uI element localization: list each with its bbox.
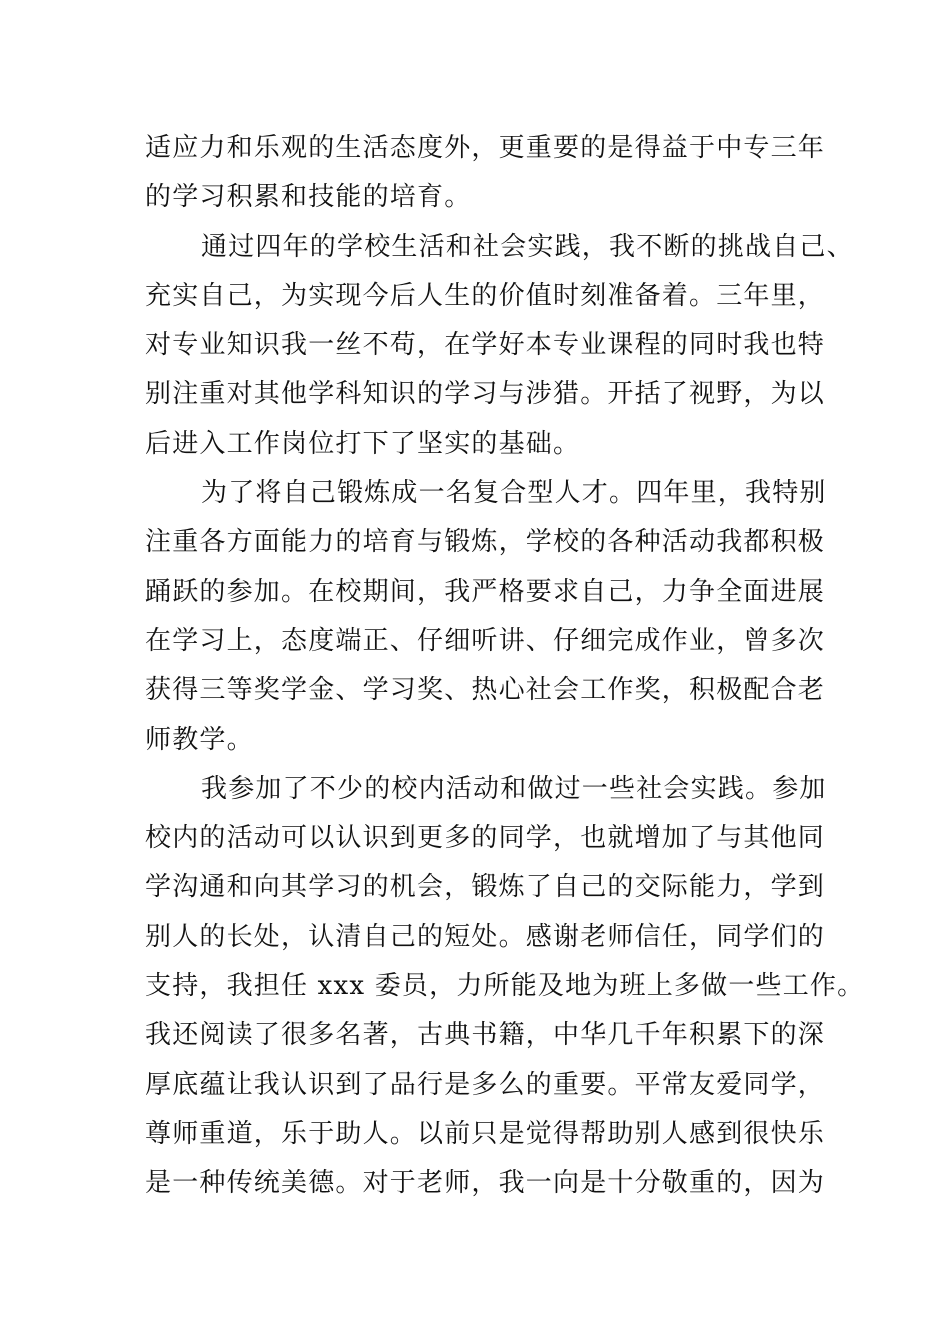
- text-line: 在学习上，态度端正、仔细听讲、仔细完成作业，曾多次: [145, 625, 826, 656]
- text-line: 是一种传统美德。对于老师，我一向是十分敬重的，因为: [145, 1168, 826, 1199]
- text-line: 我还阅读了很多名著，古典书籍，中华几千年积累下的深: [145, 1020, 826, 1051]
- text-line: 尊师重道，乐于助人。以前只是觉得帮助别人感到很快乐: [145, 1118, 826, 1149]
- text-line: 的学习积累和技能的培育。: [145, 182, 472, 213]
- text-line: 踊跃的参加。在校期间，我严格要求自己，力争全面进展: [145, 576, 826, 607]
- text-line: 后进入工作岗位打下了坚实的基础。: [145, 428, 581, 459]
- paragraph-first-line: 我参加了不少的校内活动和做过一些社会实践。参加: [201, 773, 827, 804]
- text-line: 适应力和乐观的生活态度外，更重要的是得益于中专三年: [145, 133, 826, 163]
- text-line: 别人的长处，认清自己的短处。感谢老师信任，同学们的: [145, 921, 826, 952]
- text-line: 注重各方面能力的培育与锻炼，学校的各种活动我都积极: [145, 527, 826, 558]
- text-line: 充实自己，为实现今后人生的价值时刻准备着。三年里，: [145, 280, 826, 311]
- text-line: 校内的活动可以认识到更多的同学，也就增加了与其他同: [145, 823, 826, 854]
- text-line: 支持，我担任 xxx 委员，力所能及地为班上多做一些工作。: [145, 971, 865, 1002]
- text-line: 获得三等奖学金、学习奖、热心社会工作奖，积极配合老: [145, 675, 826, 706]
- paragraph-first-line: 为了将自己锻炼成一名复合型人才。四年里，我特别: [201, 478, 827, 509]
- body-text: [145, 124, 865, 1209]
- text-line: 师教学。: [145, 724, 254, 755]
- text-line: 厚底蕴让我认识到了品行是多么的重要。平常友爱同学，: [145, 1069, 826, 1100]
- paragraph-first-line: 通过四年的学校生活和社会实践，我不断的挑战自己、: [201, 231, 854, 262]
- text-line: 学沟通和向其学习的机会，锻炼了自己的交际能力，学到: [145, 872, 826, 903]
- text-line: 别注重对其他学科知识的学习与涉猎。开括了视野，为以: [145, 379, 826, 410]
- text-line: 对专业知识我一丝不苟，在学好本专业课程的同时我也特: [145, 330, 826, 361]
